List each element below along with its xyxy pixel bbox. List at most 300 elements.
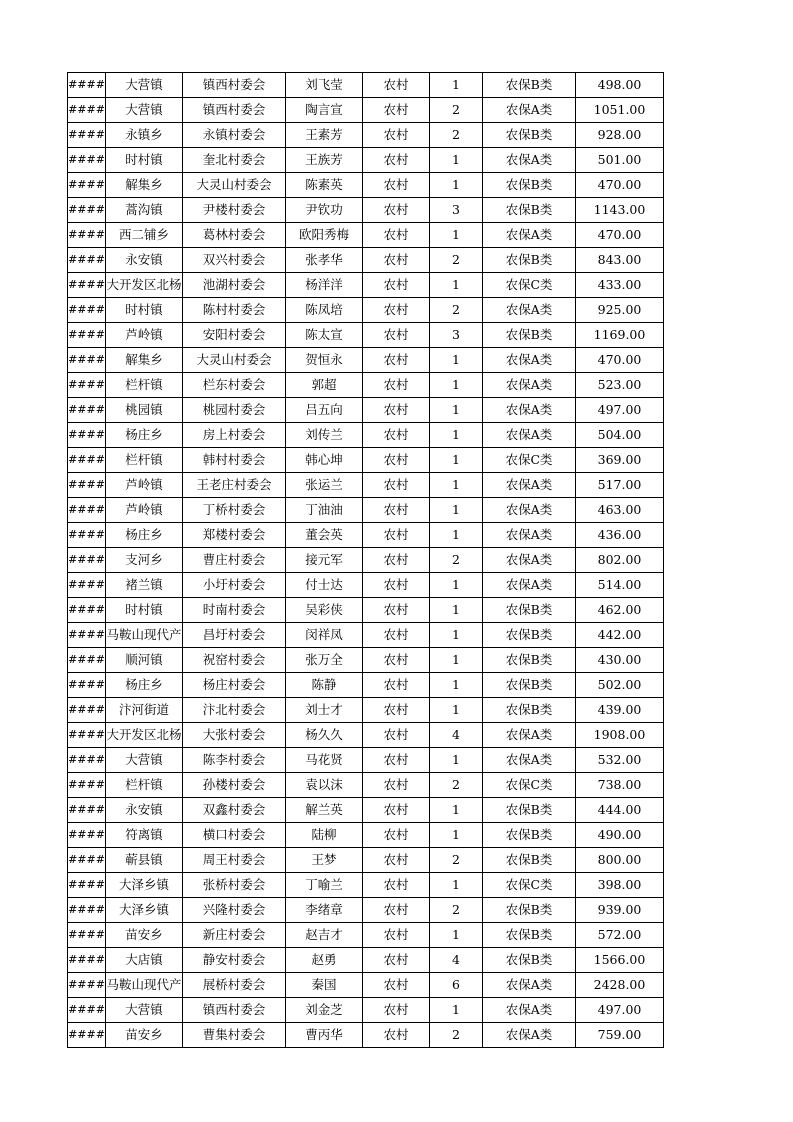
cell-type: 农村 bbox=[363, 823, 430, 848]
cell-amount: 463.00 bbox=[576, 498, 664, 523]
table-row bbox=[68, 73, 664, 98]
cell-count: 1 bbox=[430, 348, 483, 373]
cell-id: #### bbox=[68, 698, 106, 723]
cell-name: 陈太宣 bbox=[286, 323, 363, 348]
cell-town: 马鞍山现代产 bbox=[106, 973, 183, 998]
cell-category: 农保A类 bbox=[483, 223, 576, 248]
cell-count: 2 bbox=[430, 898, 483, 923]
cell-amount: 759.00 bbox=[576, 1023, 664, 1048]
cell-id: #### bbox=[68, 773, 106, 798]
cell-id: #### bbox=[68, 948, 106, 973]
cell-name: 张运兰 bbox=[286, 473, 363, 498]
cell-count: 2 bbox=[430, 548, 483, 573]
cell-type: 农村 bbox=[363, 548, 430, 573]
table-row bbox=[68, 873, 664, 898]
cell-village: 张桥村委会 bbox=[183, 873, 286, 898]
table-row bbox=[68, 223, 664, 248]
table-body bbox=[68, 73, 664, 1048]
cell-count: 1 bbox=[430, 398, 483, 423]
cell-count: 1 bbox=[430, 148, 483, 173]
cell-type: 农村 bbox=[363, 273, 430, 298]
cell-id: #### bbox=[68, 273, 106, 298]
cell-town: 芦岭镇 bbox=[106, 323, 183, 348]
cell-name: 杨洋洋 bbox=[286, 273, 363, 298]
table-row bbox=[68, 423, 664, 448]
cell-name: 尹钦功 bbox=[286, 198, 363, 223]
cell-type: 农村 bbox=[363, 473, 430, 498]
cell-type: 农村 bbox=[363, 148, 430, 173]
cell-id: #### bbox=[68, 498, 106, 523]
table-row bbox=[68, 598, 664, 623]
cell-type: 农村 bbox=[363, 73, 430, 98]
cell-name: 刘金芝 bbox=[286, 998, 363, 1023]
cell-village: 新庄村委会 bbox=[183, 923, 286, 948]
cell-category: 农保A类 bbox=[483, 398, 576, 423]
cell-name: 吕五向 bbox=[286, 398, 363, 423]
cell-name: 袁以沫 bbox=[286, 773, 363, 798]
table-row bbox=[68, 548, 664, 573]
cell-village: 镇西村委会 bbox=[183, 73, 286, 98]
cell-amount: 497.00 bbox=[576, 998, 664, 1023]
cell-count: 1 bbox=[430, 748, 483, 773]
cell-type: 农村 bbox=[363, 848, 430, 873]
cell-count: 1 bbox=[430, 673, 483, 698]
cell-village: 静安村委会 bbox=[183, 948, 286, 973]
cell-id: #### bbox=[68, 473, 106, 498]
cell-town: 桃园镇 bbox=[106, 398, 183, 423]
cell-town: 苗安乡 bbox=[106, 923, 183, 948]
cell-category: 农保A类 bbox=[483, 998, 576, 1023]
cell-amount: 514.00 bbox=[576, 573, 664, 598]
cell-category: 农保B类 bbox=[483, 698, 576, 723]
cell-category: 农保B类 bbox=[483, 173, 576, 198]
cell-id: #### bbox=[68, 573, 106, 598]
cell-category: 农保B类 bbox=[483, 198, 576, 223]
cell-town: 大开发区北杨 bbox=[106, 273, 183, 298]
cell-id: #### bbox=[68, 898, 106, 923]
cell-count: 1 bbox=[430, 373, 483, 398]
cell-village: 大灵山村委会 bbox=[183, 348, 286, 373]
cell-category: 农保A类 bbox=[483, 573, 576, 598]
cell-type: 农村 bbox=[363, 748, 430, 773]
cell-category: 农保A类 bbox=[483, 973, 576, 998]
cell-count: 1 bbox=[430, 998, 483, 1023]
cell-amount: 436.00 bbox=[576, 523, 664, 548]
cell-name: 马花贤 bbox=[286, 748, 363, 773]
cell-name: 丁喻兰 bbox=[286, 873, 363, 898]
cell-type: 农村 bbox=[363, 373, 430, 398]
cell-type: 农村 bbox=[363, 498, 430, 523]
table-row bbox=[68, 573, 664, 598]
cell-village: 郑楼村委会 bbox=[183, 523, 286, 548]
cell-town: 解集乡 bbox=[106, 348, 183, 373]
cell-town: 杨庄乡 bbox=[106, 523, 183, 548]
cell-village: 横口村委会 bbox=[183, 823, 286, 848]
cell-type: 农村 bbox=[363, 948, 430, 973]
cell-id: #### bbox=[68, 248, 106, 273]
cell-count: 1 bbox=[430, 648, 483, 673]
cell-amount: 470.00 bbox=[576, 173, 664, 198]
cell-type: 农村 bbox=[363, 98, 430, 123]
table-row bbox=[68, 698, 664, 723]
cell-count: 1 bbox=[430, 448, 483, 473]
cell-amount: 1143.00 bbox=[576, 198, 664, 223]
cell-town: 栏杆镇 bbox=[106, 373, 183, 398]
cell-category: 农保B类 bbox=[483, 623, 576, 648]
cell-id: #### bbox=[68, 873, 106, 898]
cell-village: 昌圩村委会 bbox=[183, 623, 286, 648]
table-row bbox=[68, 898, 664, 923]
table-row bbox=[68, 273, 664, 298]
cell-name: 贺恒永 bbox=[286, 348, 363, 373]
cell-village: 丁桥村委会 bbox=[183, 498, 286, 523]
cell-type: 农村 bbox=[363, 173, 430, 198]
cell-category: 农保B类 bbox=[483, 323, 576, 348]
cell-amount: 442.00 bbox=[576, 623, 664, 648]
cell-category: 农保A类 bbox=[483, 473, 576, 498]
cell-category: 农保A类 bbox=[483, 498, 576, 523]
table-row bbox=[68, 323, 664, 348]
cell-amount: 398.00 bbox=[576, 873, 664, 898]
cell-id: #### bbox=[68, 723, 106, 748]
cell-town: 支河乡 bbox=[106, 548, 183, 573]
cell-count: 2 bbox=[430, 248, 483, 273]
cell-category: 农保B类 bbox=[483, 798, 576, 823]
cell-name: 杨久久 bbox=[286, 723, 363, 748]
cell-village: 小圩村委会 bbox=[183, 573, 286, 598]
cell-name: 赵吉才 bbox=[286, 923, 363, 948]
cell-id: #### bbox=[68, 348, 106, 373]
cell-id: #### bbox=[68, 148, 106, 173]
cell-name: 刘传兰 bbox=[286, 423, 363, 448]
cell-town: 时村镇 bbox=[106, 148, 183, 173]
cell-amount: 925.00 bbox=[576, 298, 664, 323]
cell-count: 1 bbox=[430, 273, 483, 298]
cell-type: 农村 bbox=[363, 123, 430, 148]
cell-village: 镇西村委会 bbox=[183, 98, 286, 123]
table-row bbox=[68, 723, 664, 748]
cell-id: #### bbox=[68, 973, 106, 998]
cell-id: #### bbox=[68, 198, 106, 223]
cell-category: 农保A类 bbox=[483, 348, 576, 373]
cell-name: 李绪章 bbox=[286, 898, 363, 923]
cell-category: 农保A类 bbox=[483, 423, 576, 448]
table-row bbox=[68, 173, 664, 198]
cell-type: 农村 bbox=[363, 1023, 430, 1048]
cell-name: 刘飞莹 bbox=[286, 73, 363, 98]
cell-type: 农村 bbox=[363, 423, 430, 448]
cell-name: 丁油油 bbox=[286, 498, 363, 523]
cell-village: 池湖村委会 bbox=[183, 273, 286, 298]
cell-town: 杨庄乡 bbox=[106, 673, 183, 698]
cell-name: 陈素英 bbox=[286, 173, 363, 198]
cell-name: 陆柳 bbox=[286, 823, 363, 848]
cell-type: 农村 bbox=[363, 198, 430, 223]
cell-type: 农村 bbox=[363, 873, 430, 898]
table-row bbox=[68, 498, 664, 523]
table-row bbox=[68, 348, 664, 373]
cell-count: 1 bbox=[430, 623, 483, 648]
cell-type: 农村 bbox=[363, 248, 430, 273]
cell-id: #### bbox=[68, 373, 106, 398]
cell-count: 2 bbox=[430, 123, 483, 148]
cell-name: 吴彩侠 bbox=[286, 598, 363, 623]
cell-count: 1 bbox=[430, 798, 483, 823]
cell-type: 农村 bbox=[363, 648, 430, 673]
cell-count: 1 bbox=[430, 823, 483, 848]
cell-id: #### bbox=[68, 123, 106, 148]
cell-count: 1 bbox=[430, 573, 483, 598]
cell-amount: 2428.00 bbox=[576, 973, 664, 998]
cell-village: 汴北村委会 bbox=[183, 698, 286, 723]
cell-type: 农村 bbox=[363, 223, 430, 248]
cell-id: #### bbox=[68, 923, 106, 948]
cell-category: 农保C类 bbox=[483, 448, 576, 473]
cell-id: #### bbox=[68, 223, 106, 248]
cell-town: 大营镇 bbox=[106, 73, 183, 98]
table-row bbox=[68, 398, 664, 423]
cell-category: 农保B类 bbox=[483, 923, 576, 948]
cell-amount: 504.00 bbox=[576, 423, 664, 448]
cell-village: 兴隆村委会 bbox=[183, 898, 286, 923]
cell-type: 农村 bbox=[363, 573, 430, 598]
cell-amount: 498.00 bbox=[576, 73, 664, 98]
cell-id: #### bbox=[68, 73, 106, 98]
cell-village: 周王村委会 bbox=[183, 848, 286, 873]
cell-town: 时村镇 bbox=[106, 598, 183, 623]
cell-type: 农村 bbox=[363, 798, 430, 823]
table-row bbox=[68, 923, 664, 948]
cell-id: #### bbox=[68, 323, 106, 348]
cell-amount: 462.00 bbox=[576, 598, 664, 623]
cell-village: 曹集村委会 bbox=[183, 1023, 286, 1048]
cell-amount: 738.00 bbox=[576, 773, 664, 798]
cell-town: 栏杆镇 bbox=[106, 773, 183, 798]
cell-type: 农村 bbox=[363, 398, 430, 423]
cell-village: 陈村村委会 bbox=[183, 298, 286, 323]
cell-amount: 517.00 bbox=[576, 473, 664, 498]
cell-id: #### bbox=[68, 548, 106, 573]
cell-count: 1 bbox=[430, 223, 483, 248]
table-row bbox=[68, 623, 664, 648]
cell-count: 1 bbox=[430, 598, 483, 623]
cell-category: 农保A类 bbox=[483, 748, 576, 773]
cell-village: 陈李村委会 bbox=[183, 748, 286, 773]
cell-amount: 439.00 bbox=[576, 698, 664, 723]
cell-category: 农保B类 bbox=[483, 948, 576, 973]
cell-count: 1 bbox=[430, 473, 483, 498]
cell-town: 汴河街道 bbox=[106, 698, 183, 723]
cell-town: 解集乡 bbox=[106, 173, 183, 198]
cell-category: 农保C类 bbox=[483, 873, 576, 898]
cell-category: 农保B类 bbox=[483, 123, 576, 148]
table-row bbox=[68, 773, 664, 798]
table-row bbox=[68, 198, 664, 223]
cell-amount: 470.00 bbox=[576, 348, 664, 373]
cell-town: 永安镇 bbox=[106, 248, 183, 273]
cell-amount: 523.00 bbox=[576, 373, 664, 398]
cell-amount: 572.00 bbox=[576, 923, 664, 948]
cell-category: 农保A类 bbox=[483, 523, 576, 548]
table-row bbox=[68, 473, 664, 498]
cell-village: 时南村委会 bbox=[183, 598, 286, 623]
cell-type: 农村 bbox=[363, 323, 430, 348]
cell-type: 农村 bbox=[363, 698, 430, 723]
cell-type: 农村 bbox=[363, 773, 430, 798]
cell-name: 董会英 bbox=[286, 523, 363, 548]
cell-village: 栏东村委会 bbox=[183, 373, 286, 398]
cell-town: 大营镇 bbox=[106, 748, 183, 773]
cell-count: 2 bbox=[430, 98, 483, 123]
cell-name: 赵勇 bbox=[286, 948, 363, 973]
cell-town: 时村镇 bbox=[106, 298, 183, 323]
cell-count: 6 bbox=[430, 973, 483, 998]
cell-category: 农保B类 bbox=[483, 598, 576, 623]
cell-town: 大店镇 bbox=[106, 948, 183, 973]
cell-town: 大开发区北杨 bbox=[106, 723, 183, 748]
data-table bbox=[67, 72, 664, 1048]
cell-town: 顺河镇 bbox=[106, 648, 183, 673]
cell-count: 1 bbox=[430, 698, 483, 723]
cell-count: 2 bbox=[430, 298, 483, 323]
cell-amount: 1169.00 bbox=[576, 323, 664, 348]
cell-type: 农村 bbox=[363, 623, 430, 648]
cell-village: 孙楼村委会 bbox=[183, 773, 286, 798]
cell-town: 大营镇 bbox=[106, 998, 183, 1023]
cell-town: 西二铺乡 bbox=[106, 223, 183, 248]
cell-amount: 502.00 bbox=[576, 673, 664, 698]
cell-category: 农保A类 bbox=[483, 298, 576, 323]
cell-category: 农保B类 bbox=[483, 673, 576, 698]
cell-id: #### bbox=[68, 648, 106, 673]
cell-count: 4 bbox=[430, 723, 483, 748]
cell-count: 1 bbox=[430, 923, 483, 948]
cell-town: 大泽乡镇 bbox=[106, 873, 183, 898]
table-row bbox=[68, 248, 664, 273]
cell-count: 1 bbox=[430, 173, 483, 198]
cell-category: 农保A类 bbox=[483, 1023, 576, 1048]
table-row bbox=[68, 298, 664, 323]
cell-type: 农村 bbox=[363, 673, 430, 698]
cell-amount: 800.00 bbox=[576, 848, 664, 873]
cell-name: 刘士才 bbox=[286, 698, 363, 723]
cell-town: 芦岭镇 bbox=[106, 473, 183, 498]
cell-name: 曹丙华 bbox=[286, 1023, 363, 1048]
cell-id: #### bbox=[68, 623, 106, 648]
cell-amount: 501.00 bbox=[576, 148, 664, 173]
cell-amount: 369.00 bbox=[576, 448, 664, 473]
cell-village: 展桥村委会 bbox=[183, 973, 286, 998]
cell-village: 祝窑村委会 bbox=[183, 648, 286, 673]
cell-village: 大张村委会 bbox=[183, 723, 286, 748]
cell-town: 苗安乡 bbox=[106, 1023, 183, 1048]
cell-count: 1 bbox=[430, 873, 483, 898]
cell-id: #### bbox=[68, 398, 106, 423]
cell-amount: 843.00 bbox=[576, 248, 664, 273]
table-row bbox=[68, 648, 664, 673]
cell-town: 永安镇 bbox=[106, 798, 183, 823]
cell-id: #### bbox=[68, 748, 106, 773]
cell-village: 王老庄村委会 bbox=[183, 473, 286, 498]
cell-count: 1 bbox=[430, 423, 483, 448]
cell-amount: 430.00 bbox=[576, 648, 664, 673]
cell-category: 农保C类 bbox=[483, 273, 576, 298]
cell-town: 栏杆镇 bbox=[106, 448, 183, 473]
cell-id: #### bbox=[68, 848, 106, 873]
table-row bbox=[68, 973, 664, 998]
cell-type: 农村 bbox=[363, 298, 430, 323]
cell-town: 蕲县镇 bbox=[106, 848, 183, 873]
cell-name: 陶言宣 bbox=[286, 98, 363, 123]
cell-id: #### bbox=[68, 448, 106, 473]
cell-count: 1 bbox=[430, 73, 483, 98]
cell-type: 农村 bbox=[363, 923, 430, 948]
cell-name: 张孝华 bbox=[286, 248, 363, 273]
cell-name: 王素芳 bbox=[286, 123, 363, 148]
cell-id: #### bbox=[68, 298, 106, 323]
cell-name: 陈静 bbox=[286, 673, 363, 698]
cell-id: #### bbox=[68, 673, 106, 698]
cell-amount: 939.00 bbox=[576, 898, 664, 923]
cell-village: 永镇村委会 bbox=[183, 123, 286, 148]
cell-name: 解兰英 bbox=[286, 798, 363, 823]
cell-amount: 1051.00 bbox=[576, 98, 664, 123]
cell-id: #### bbox=[68, 998, 106, 1023]
table-row bbox=[68, 798, 664, 823]
cell-category: 农保A类 bbox=[483, 373, 576, 398]
table-row bbox=[68, 948, 664, 973]
cell-town: 马鞍山现代产 bbox=[106, 623, 183, 648]
cell-amount: 444.00 bbox=[576, 798, 664, 823]
table-row bbox=[68, 373, 664, 398]
table-row bbox=[68, 673, 664, 698]
cell-town: 大营镇 bbox=[106, 98, 183, 123]
cell-category: 农保B类 bbox=[483, 648, 576, 673]
cell-id: #### bbox=[68, 423, 106, 448]
cell-village: 杨庄村委会 bbox=[183, 673, 286, 698]
cell-village: 桃园村委会 bbox=[183, 398, 286, 423]
cell-count: 3 bbox=[430, 198, 483, 223]
cell-amount: 497.00 bbox=[576, 398, 664, 423]
cell-name: 秦国 bbox=[286, 973, 363, 998]
cell-name: 付士达 bbox=[286, 573, 363, 598]
cell-name: 王族芳 bbox=[286, 148, 363, 173]
cell-id: #### bbox=[68, 823, 106, 848]
cell-village: 韩村村委会 bbox=[183, 448, 286, 473]
cell-name: 王梦 bbox=[286, 848, 363, 873]
cell-category: 农保B类 bbox=[483, 248, 576, 273]
cell-village: 镇西村委会 bbox=[183, 998, 286, 1023]
cell-village: 双兴村委会 bbox=[183, 248, 286, 273]
cell-count: 2 bbox=[430, 1023, 483, 1048]
cell-id: #### bbox=[68, 173, 106, 198]
cell-town: 芦岭镇 bbox=[106, 498, 183, 523]
cell-name: 韩心坤 bbox=[286, 448, 363, 473]
cell-name: 欧阳秀梅 bbox=[286, 223, 363, 248]
cell-name: 闵祥凤 bbox=[286, 623, 363, 648]
cell-count: 1 bbox=[430, 523, 483, 548]
cell-town: 大泽乡镇 bbox=[106, 898, 183, 923]
cell-village: 大灵山村委会 bbox=[183, 173, 286, 198]
table-row bbox=[68, 123, 664, 148]
cell-amount: 1566.00 bbox=[576, 948, 664, 973]
cell-category: 农保A类 bbox=[483, 723, 576, 748]
cell-count: 3 bbox=[430, 323, 483, 348]
cell-amount: 470.00 bbox=[576, 223, 664, 248]
cell-id: #### bbox=[68, 1023, 106, 1048]
cell-town: 蒿沟镇 bbox=[106, 198, 183, 223]
cell-village: 尹楼村委会 bbox=[183, 198, 286, 223]
